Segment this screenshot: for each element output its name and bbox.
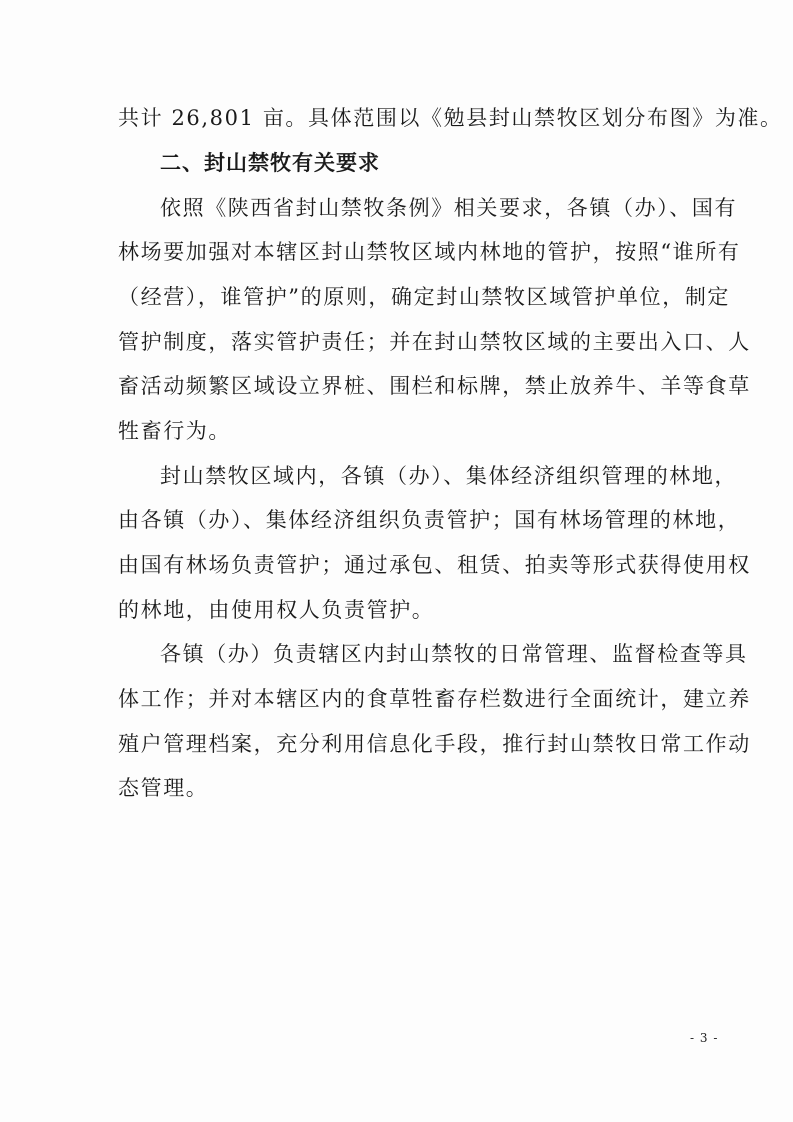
paragraph-line: 由各镇（办）、集体经济组织负责管护；国有林场管理的林地， [118,508,741,532]
paragraph-line: 共计 26,801 亩。具体范围以《勉县封山禁牧区划分布图》为准。 [118,106,783,130]
paragraph-line: 封山禁牧区域内，各镇（办）、集体经济组织管理的林地， [160,464,738,488]
paragraph-line: （经营），谁管护”的原则，确定封山禁牧区域管护单位，制定 [118,285,731,309]
section-heading: 二、封山禁牧有关要求 [160,151,380,175]
paragraph-line: 体工作；并对本辖区内的食草牲畜存栏数进行全面统计，建立养 [118,687,751,711]
paragraph-line: 牲畜行为。 [118,419,231,443]
paragraph-line: 态管理。 [118,776,209,800]
paragraph-line: 各镇（办）负责辖区内封山禁牧的日常管理、监督检查等具 [160,642,748,666]
paragraph-line: 林场要加强对本辖区封山禁牧区域内林地的管护，按照“谁所有 [118,240,741,264]
paragraph-line: 畜活动频繁区域设立界桩、围栏和标牌，禁止放养牛、羊等食草 [118,374,751,398]
paragraph-line: 管护制度，落实管护责任；并在封山禁牧区域的主要出入口、人 [118,330,751,354]
paragraph-line: 殖户管理档案，充分利用信息化手段，推行封山禁牧日常工作动 [118,732,751,756]
paragraph-line: 依照《陕西省封山禁牧条例》相关要求，各镇（办）、国有 [160,196,738,220]
paragraph-line: 由国有林场负责管护；通过承包、租赁、拍卖等形式获得使用权 [118,553,751,577]
paragraph-line: 的林地，由使用权人负责管护。 [118,598,435,622]
page-number: - 3 - [690,1031,719,1045]
